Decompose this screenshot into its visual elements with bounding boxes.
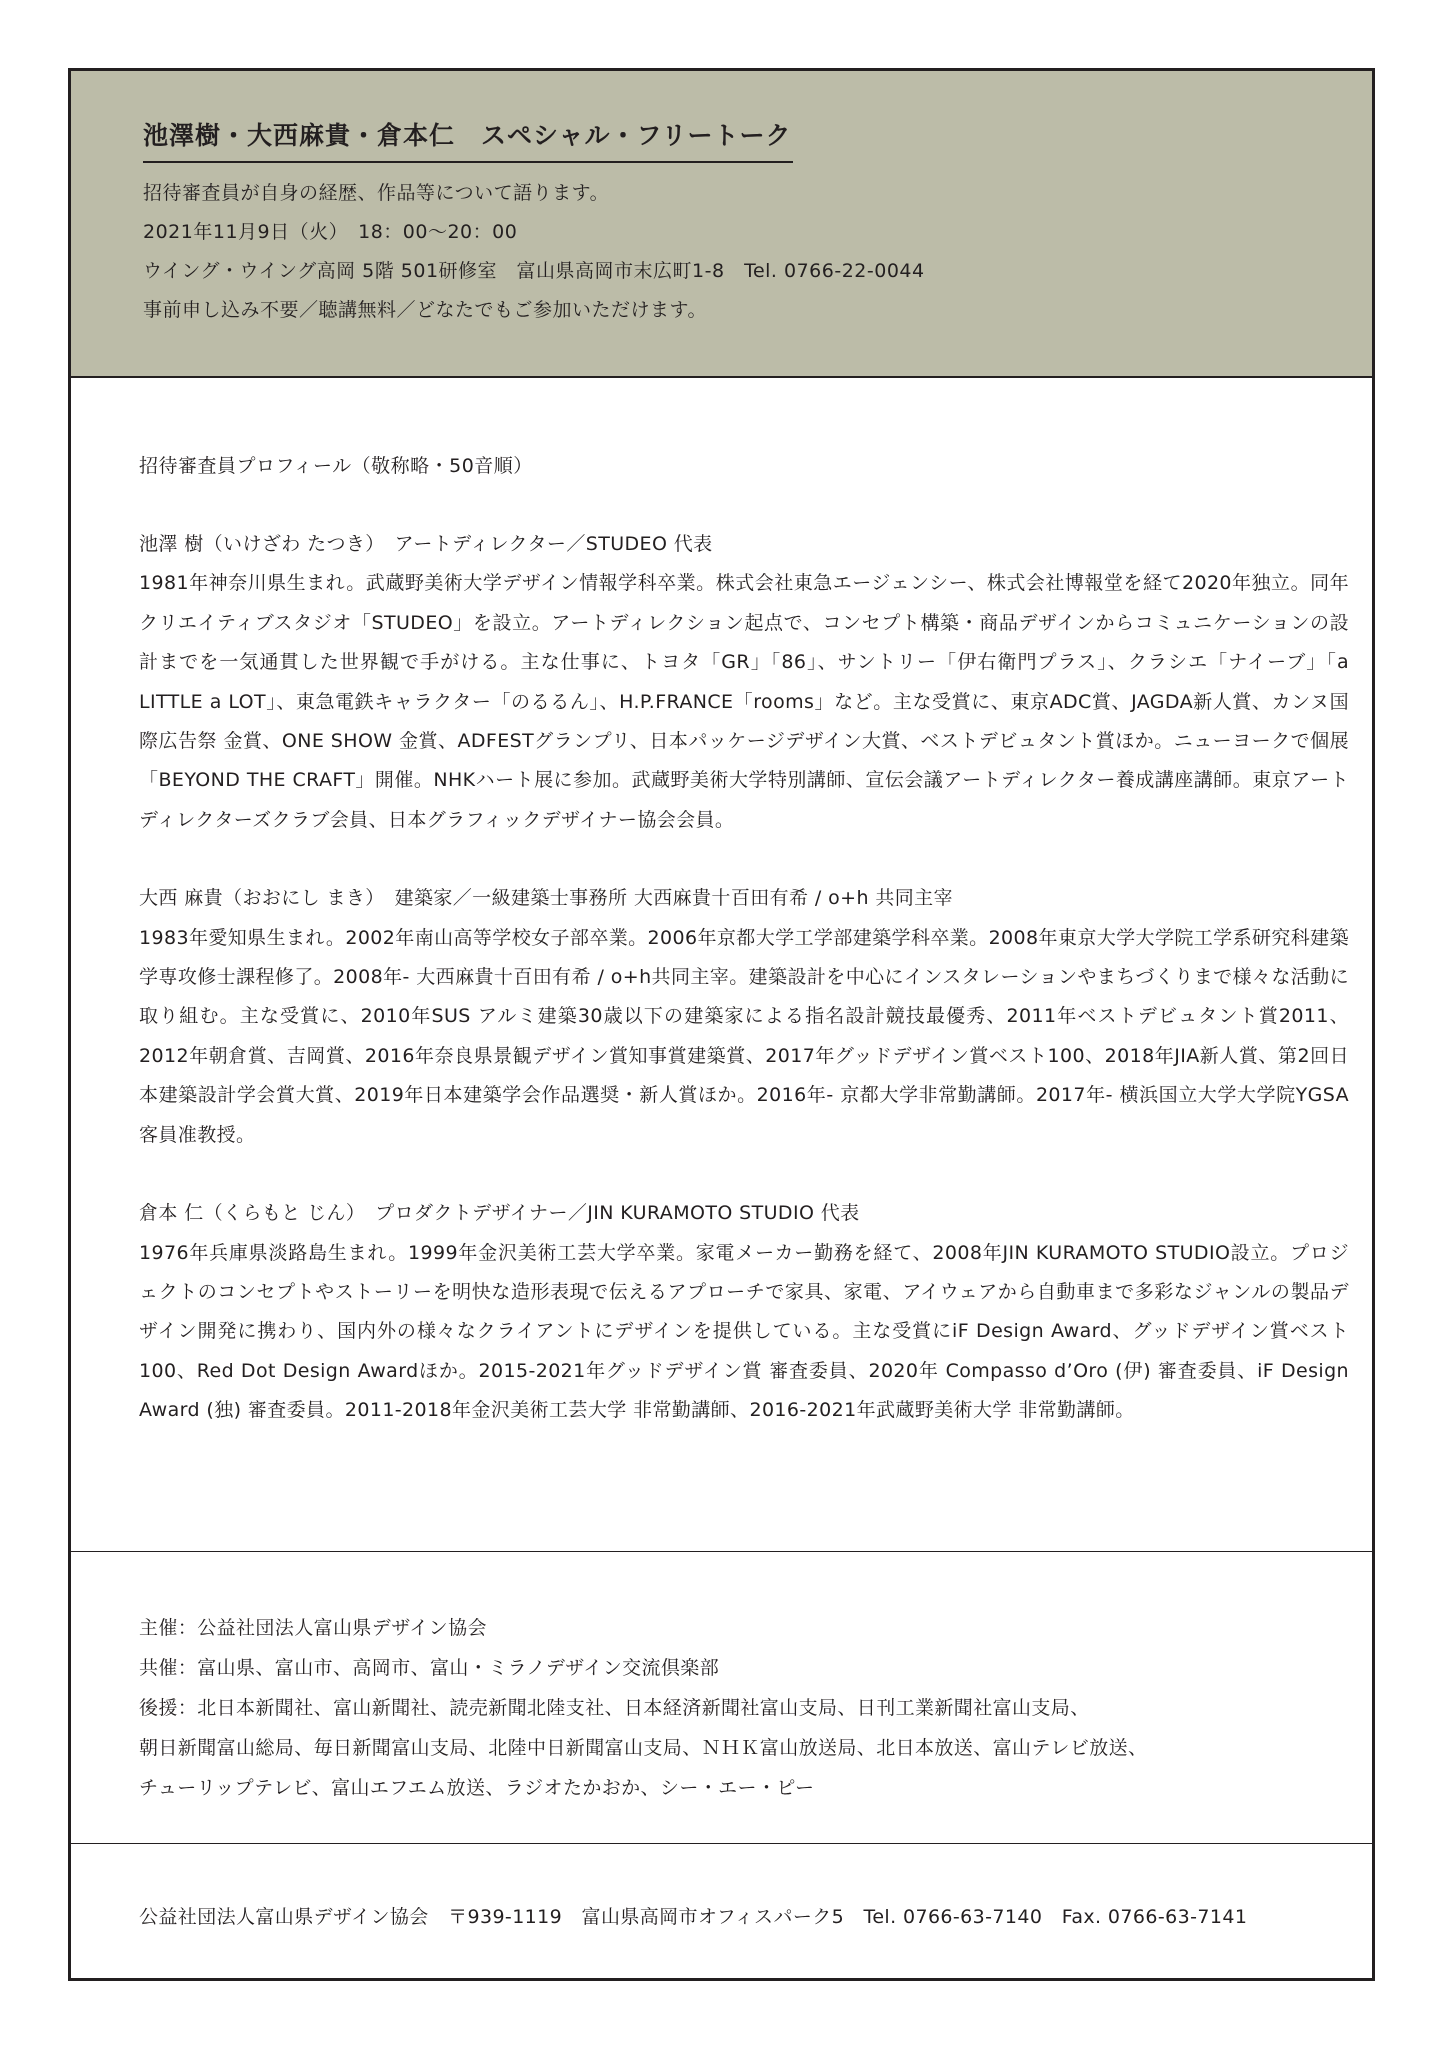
credits — [139, 1608, 1359, 1808]
event-venue: ウイング・ウイング高岡 5階 501研修室 富山県高岡市末広町1-8 Tel. 0766-22-0044 — [143, 260, 925, 282]
profile-name: 倉本 仁（くらもと じん） プロダクトデザイナー／JIN KURAMOTO STUDIO 代表 — [139, 1202, 860, 1225]
event-title: 池澤樹・大西麻貴・倉本仁 スペシャル・フリートーク — [143, 116, 793, 163]
judge-profiles — [139, 447, 1349, 1470]
profile-onishi — [139, 879, 1349, 1155]
co-organizer: 共催：富山県、富山市、高岡市、富山・ミラノデザイン交流倶楽部 — [139, 1657, 720, 1679]
event-description: 招待審査員が自身の経歴、作品等について語ります。 — [143, 182, 610, 204]
profile-name: 池澤 樹（いけざわ たつき） アートディレクター／STUDEO 代表 — [139, 533, 713, 555]
support: 朝日新聞富山総局、毎日新聞富山支局、北陸中日新聞富山支局、ＮＨＫ富山放送局、北日本放送、富山テレビ放送、 — [139, 1737, 1148, 1759]
event-details — [143, 174, 925, 330]
organizer: 主催：公益社団法人富山県デザイン協会 — [139, 1617, 487, 1639]
event-datetime: 2021年11月9日（火） 18：00〜20：00 — [143, 221, 518, 243]
support: チューリップテレビ、富山エフエム放送、ラジオたかおか、シー・エー・ピー — [139, 1777, 815, 1799]
divider-credits — [71, 1551, 1372, 1552]
footer-contact: 公益社団法人富山県デザイン協会 〒939-1119 富山県高岡市オフィスパーク5 Tel. 0766-63-7140 Fax. 0766-63-7141 — [139, 1906, 1248, 1928]
profile-kuramoto — [139, 1194, 1349, 1430]
profile-bio: 1981年神奈川県生まれ。武蔵野美術大学デザイン情報学科卒業。株式会社東急エージェンシー、株式会社博報堂を経て2020年独立。同年クリエイティブスタジオ「STUDEO」を設立。アートディレクション起点で、コンセプト構築・商品デザインからコミュニケーションの設計までを一気通貫した世界観で手がける。主な仕事に、トヨタ「GR」「86」、サントリー「伊右衛門プラス」、クラシエ「ナイーブ」「a LITTLE a LOT」、東急電鉄キャラクター「のるるん」、H.P.FRANCE「rooms」など。主な受賞に、東京ADC賞、JAGDA新人賞、カンヌ国際広告祭 金賞、ONE SHOW 金賞、ADFESTグランプリ、日本パッケージデザイン大賞、ベストデビュタント賞ほか。ニューヨークで個展「BEYOND THE CRAFT」開催。NHKハート展に参加。武蔵野美術大学特別講師、宣伝会議アートディレクター養成講座講師。東京アートディレクターズクラブ会員、日本グラフィックデザイナー協会会員。 — [139, 572, 1349, 831]
support: 後援：北日本新聞社、富山新聞社、読売新聞北陸支社、日本経済新聞社富山支局、日刊工業新聞社富山支局、 — [139, 1697, 1090, 1719]
event-header — [71, 71, 1372, 378]
profiles-heading: 招待審査員プロフィール（敬称略・50音順） — [139, 455, 533, 477]
event-admission: 事前申し込み不要／聴講無料／どなたでもご参加いただけます。 — [143, 299, 707, 321]
profile-name: 大西 麻貴（おおにし まき） 建築家／一級建築士事務所 大西麻貴十百田有希 / o+h 共同主宰 — [139, 887, 953, 910]
profile-bio: 1983年愛知県生まれ。2002年南山高等学校女子部卒業。2006年京都大学工学部建築学科卒業。2008年東京大学大学院工学系研究科建築学専攻修士課程修了。2008年- 大西麻貴十百田有希 / o+h共同主宰。建築設計を中心にインスタレーションやまちづくりまで様々な活動に取り組む。主な受賞に、2010年SUS アルミ建築30歳以下の建築家による指名設計競技最優秀、2011年ベストデビュタント賞2011、2012年朝倉賞、吉岡賞、2016年奈良県景観デザイン賞知事賞建築賞、2017年グッドデザイン賞ベスト100、2018年JIA新人賞、第2回日本建築設計学会賞大賞、2019年日本建築学会作品選奨・新人賞ほか。2016年- 京都大学非常勤講師。2017年- 横浜国立大学大学院YGSA客員准教授。 — [139, 926, 1349, 1146]
page-frame — [68, 68, 1375, 1981]
profile-ikezawa — [139, 525, 1349, 840]
profile-bio: 1976年兵庫県淡路島生まれ。1999年金沢美術工芸大学卒業。家電メーカー勤務を経て、2008年JIN KURAMOTO STUDIO設立。プロジェクトのコンセプトやストーリーを明快な造形表現で伝えるアプローチで家具、家電、アイウェアから自動車まで多彩なジャンルの製品デザイン開発に携わり、国内外の様々なクライアントにデザインを提供している。主な受賞にiF Design Award、グッドデザイン賞ベスト100、Red Dot Design Awardほか。2015-2021年グッドデザイン賞 審査委員、2020年 Compasso d’Oro (伊) 審査委員、iF Design Award (独) 審査委員。2011-2018年金沢美術工芸大学 非常勤講師、2016-2021年武蔵野美術大学 非常勤講師。 — [139, 1241, 1349, 1422]
divider-footer — [71, 1843, 1372, 1844]
